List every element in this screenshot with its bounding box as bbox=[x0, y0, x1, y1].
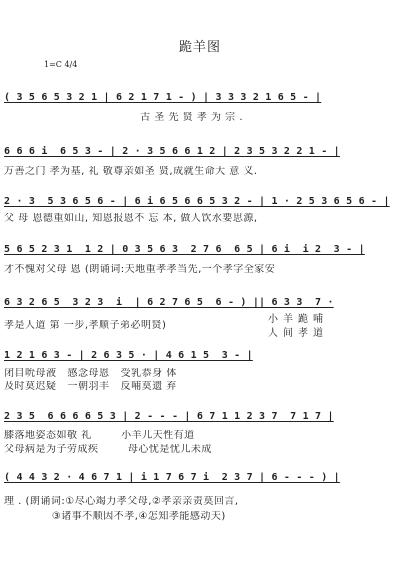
lyric-line: 理 . (朗诵词:①尽心竭力孝父母,②孝亲亲责莫回言, bbox=[4, 496, 239, 507]
lyric-line: 及时莫迟疑 一朝羽丰 反哺莫遗 弃 bbox=[4, 381, 177, 392]
key-signature: 1=C 4/4 bbox=[44, 60, 78, 69]
notation-line: 5 6 5 2 3 1 1 2 | 0 3 5 6 3 2 7 6 6 5 | 6 i i 2 3 - | bbox=[4, 244, 365, 255]
notation-line: 1 2 1 6 3 - | 2 6 3 5 · | 4 6 1 5 3 - | bbox=[4, 350, 253, 361]
lyric-line: 父 母 恩德重如山, 知恩报恩不 忘 本, 做人饮水要思源, bbox=[4, 213, 258, 224]
notation-line: ( 4 4 3 2 · 4 6 7 1 | i 1 7 6 7 i 2 3 7 | 6 - - - ) | bbox=[4, 472, 340, 483]
lyric-line: ③诸事不顺因不孝,④怎知孝能感动天) bbox=[4, 511, 226, 522]
side-lyric: 小羊跪哺 bbox=[268, 314, 328, 325]
song-title: 跪羊图 bbox=[178, 40, 221, 55]
lyric-line: 闭目吮母液 感念母恩 受乳恭身 体 bbox=[4, 368, 177, 379]
lyric-line: 膝落地姿态如敬 礼 小羊儿天性有道 bbox=[4, 430, 195, 441]
notation-line: ( 3 5 6 5 3 2 1 | 6 2 1 7 1 - ) | 3 3 3 2 1 6 5 - | bbox=[4, 92, 322, 103]
notation-line: 2 · 3 5 3 6 5 6 - | 6 i 6 5 6 6 5 3 2 - | 1 · 2 5 3 6 5 6 - | bbox=[4, 196, 390, 207]
lyric-line: 孝是人道 第 一步,孝顺子弟必明贤) bbox=[4, 320, 167, 331]
lyric-line: 父母病是为子劳成疾 母心忧是忧儿未成 bbox=[4, 444, 212, 455]
notation-line: 6 6 6 i 6 5 3 - | 2 · 3 5 6 6 1 2 | 2 3 5 3 2 2 1 - | bbox=[4, 146, 340, 157]
side-lyric: 人间孝道 bbox=[268, 328, 328, 339]
notation-line: 6 3 2 6 5 3 2 3 i | 6 2 7 6 5 6 - ) || 6 3 3 7 · bbox=[4, 297, 334, 308]
lyric-line: 才不愧对父母 恩 (朗诵词:天地重孝孝当先,一个孝字全家安 bbox=[4, 264, 276, 275]
lyric-line: 万善之门 孝为基, 礼 敬尊亲如圣 贤,成就生命大 意 义. bbox=[4, 166, 258, 177]
lyric-line: 古 圣 先 贤 孝 为 宗 . bbox=[4, 112, 244, 123]
notation-line: 2 3 5 6 6 6 6 5 3 | 2 - - - | 6 7 1 1 2 3 7 7 1 7 | bbox=[4, 411, 334, 422]
